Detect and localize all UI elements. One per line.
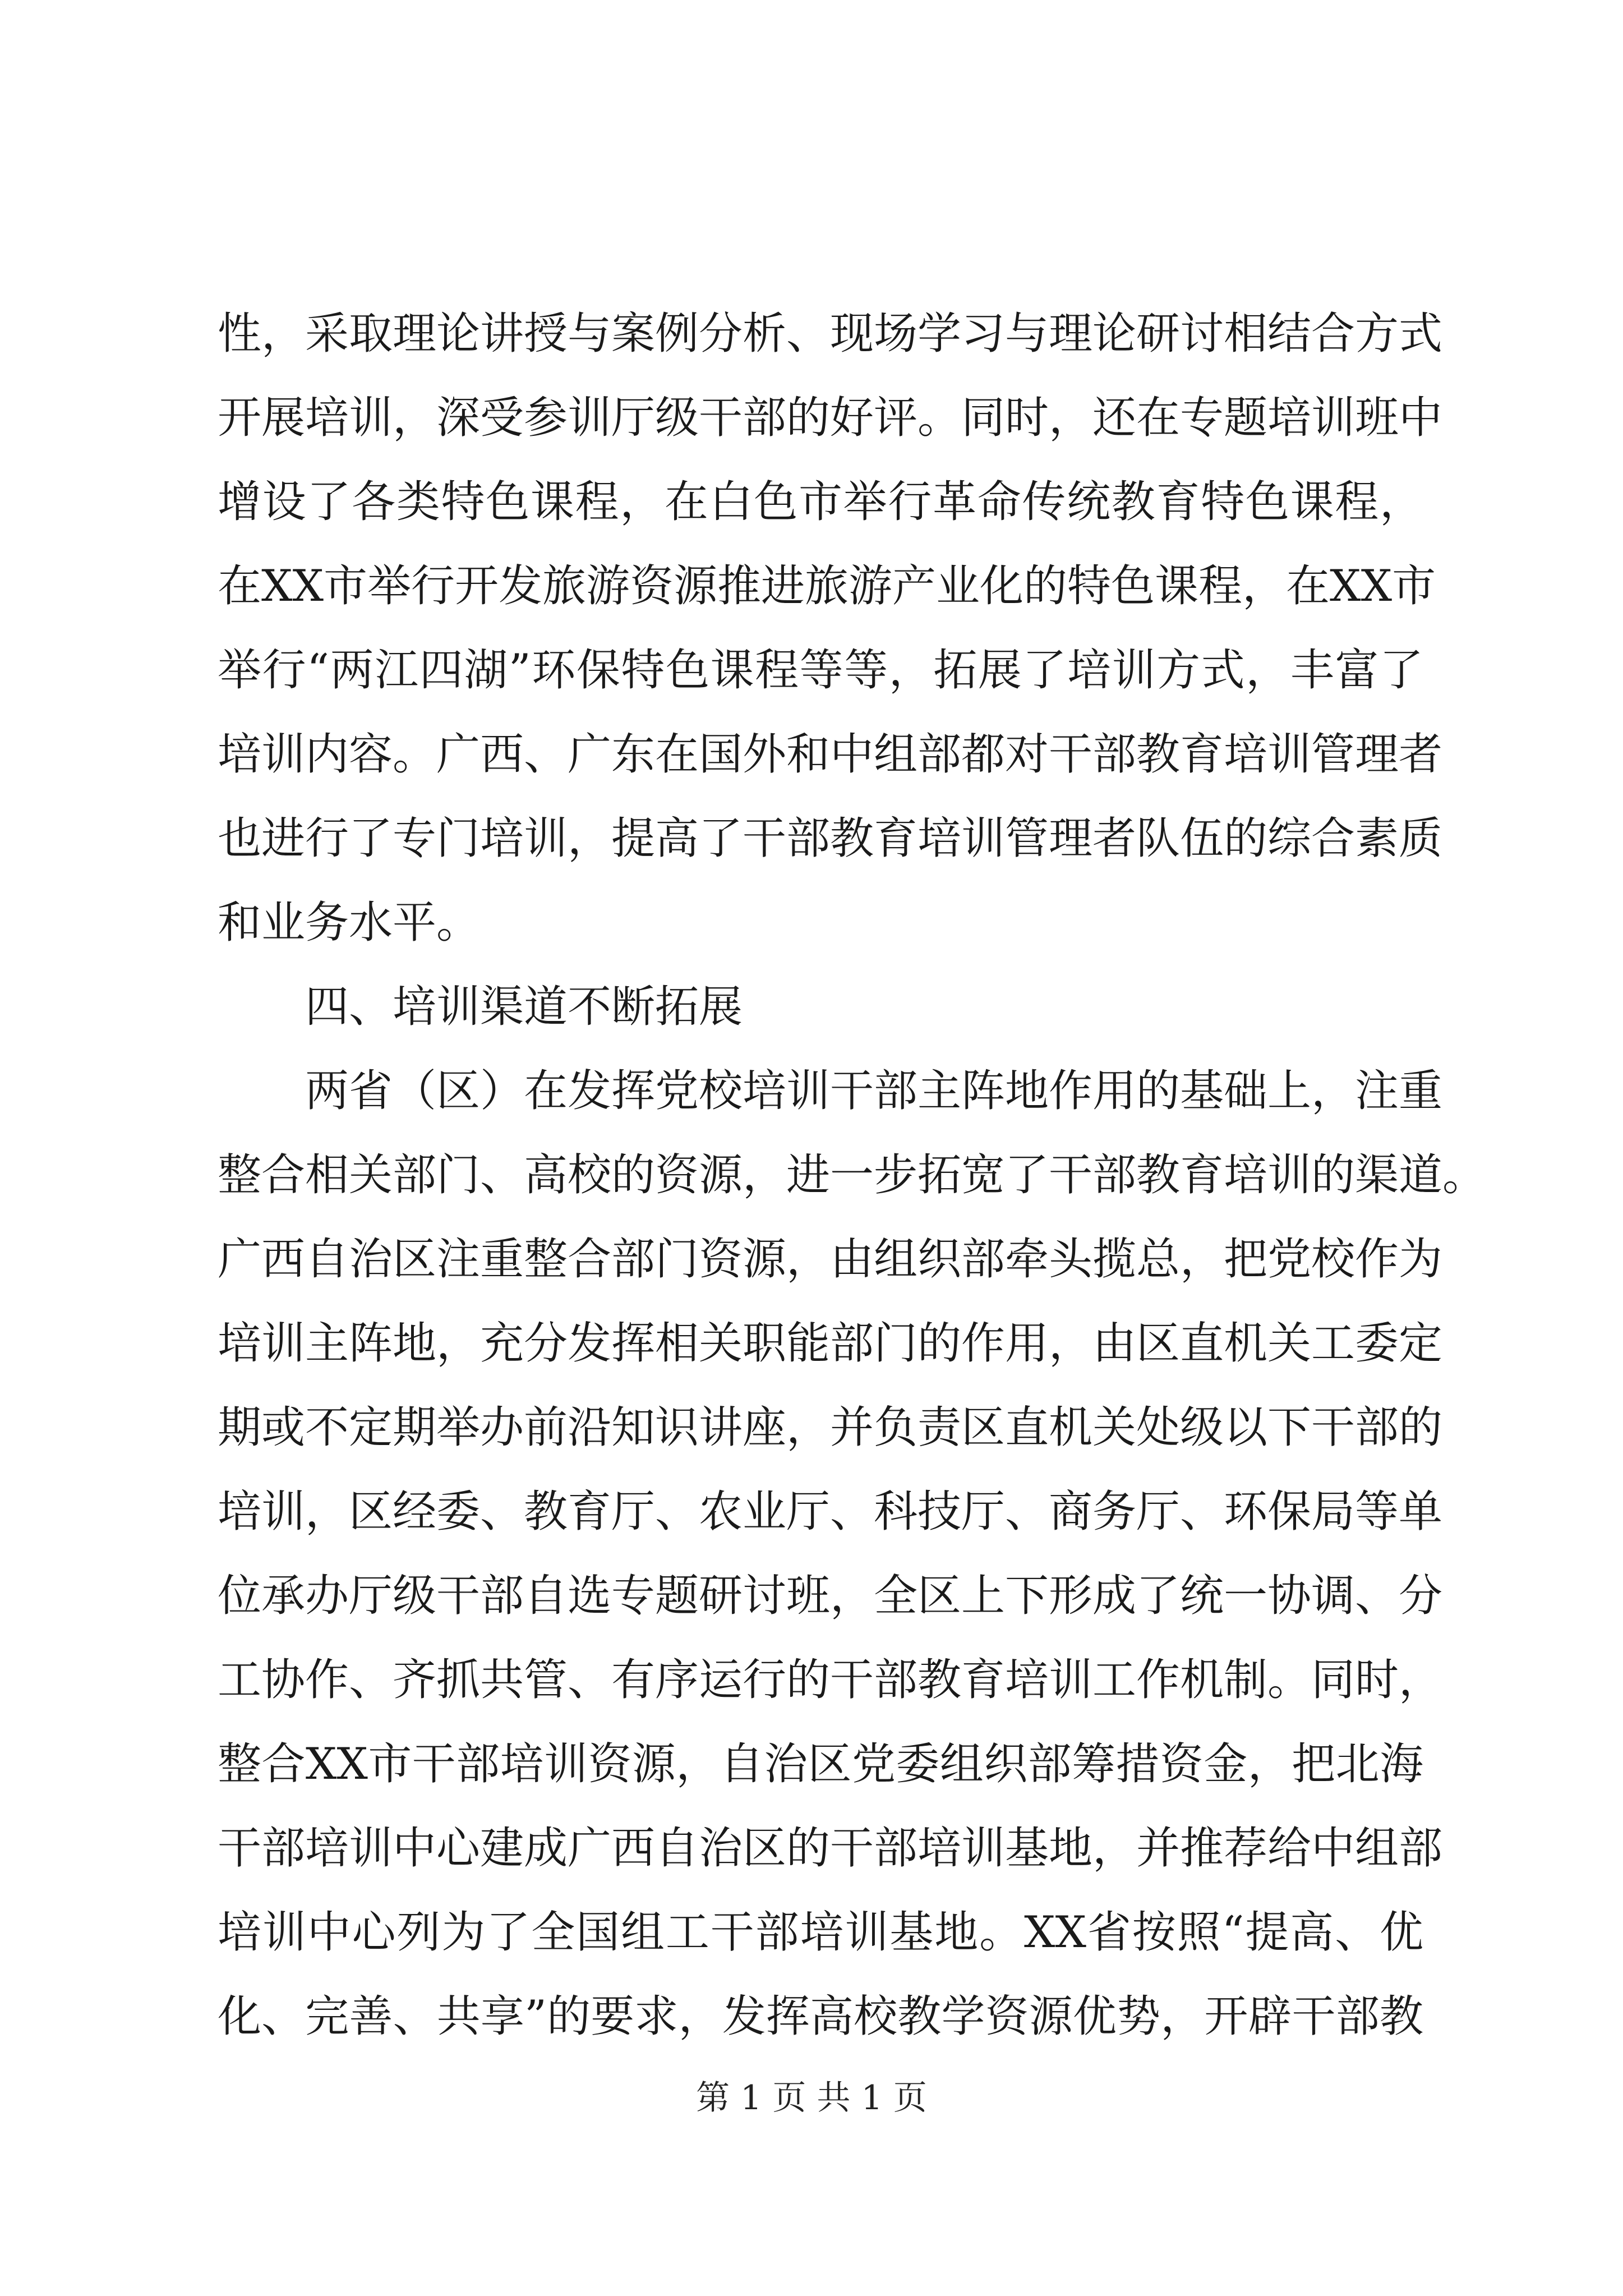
text-line: 期或不定期举办前沿知识讲座，并负责区直机关处级以下干部的 [218,1402,1443,1453]
text-line: 化、完善、共享”的要求，发挥高校教学资源优势，开辟干部教 [218,1991,1423,2042]
text-line: 也进行了专门培训，提高了干部教育培训管理者队伍的综合素质 [218,813,1443,864]
text-line: 干部培训中心建成广西自治区的干部培训基地，并推荐给中组部 [218,1823,1443,1874]
text-line: 两省（区）在发挥党校培训干部主阵地作用的基础上，注重 [305,1066,1443,1116]
text-line: 培训内容。广西、广东在国外和中组部都对干部教育培训管理者 [218,729,1443,780]
text-line: 位承办厅级干部自选专题研讨班，全区上下形成了统一协调、分 [218,1571,1443,1621]
text-line: 增设了各类特色课程，在白色市举行革命传统教育特色课程， [218,477,1423,527]
page-footer: 第 1 页 共 1 页 [696,2078,927,2118]
text-line: 开展培训，深受参训厅级干部的好评。同时，还在专题培训班中 [218,393,1443,443]
text-line: 广西自治区注重整合部门资源，由组织部牵头揽总，把党校作为 [218,1234,1443,1285]
section-heading: 四、培训渠道不断拓展 [305,982,743,1032]
text-line: 性，采取理论讲授与案例分析、现场学习与理论研讨相结合方式 [218,309,1443,359]
text-line: 工协作、齐抓共管、有序运行的干部教育培训工作机制。同时， [218,1655,1443,1705]
text-line: 整合相关部门、高校的资源，进一步拓宽了干部教育培训的渠道。 [218,1150,1487,1200]
text-line: 整合XX市干部培训资源，自治区党委组织部筹措资金，把北海 [218,1739,1423,1789]
text-line: 培训主阵地，充分发挥相关职能部门的作用，由区直机关工委定 [218,1318,1443,1369]
text-line: 培训，区经委、教育厅、农业厅、科技厅、商务厅、环保局等单 [218,1487,1443,1537]
text-line: 培训中心列为了全国组工干部培训基地。XX省按照“提高、优 [218,1907,1423,1958]
text-line: 和业务水平。 [218,898,481,948]
text-line: 举行“两江四湖”环保特色课程等等，拓展了培训方式，丰富了 [218,645,1423,696]
text-line: 在XX市举行开发旅游资源推进旅游产业化的特色课程，在XX市 [218,561,1436,611]
